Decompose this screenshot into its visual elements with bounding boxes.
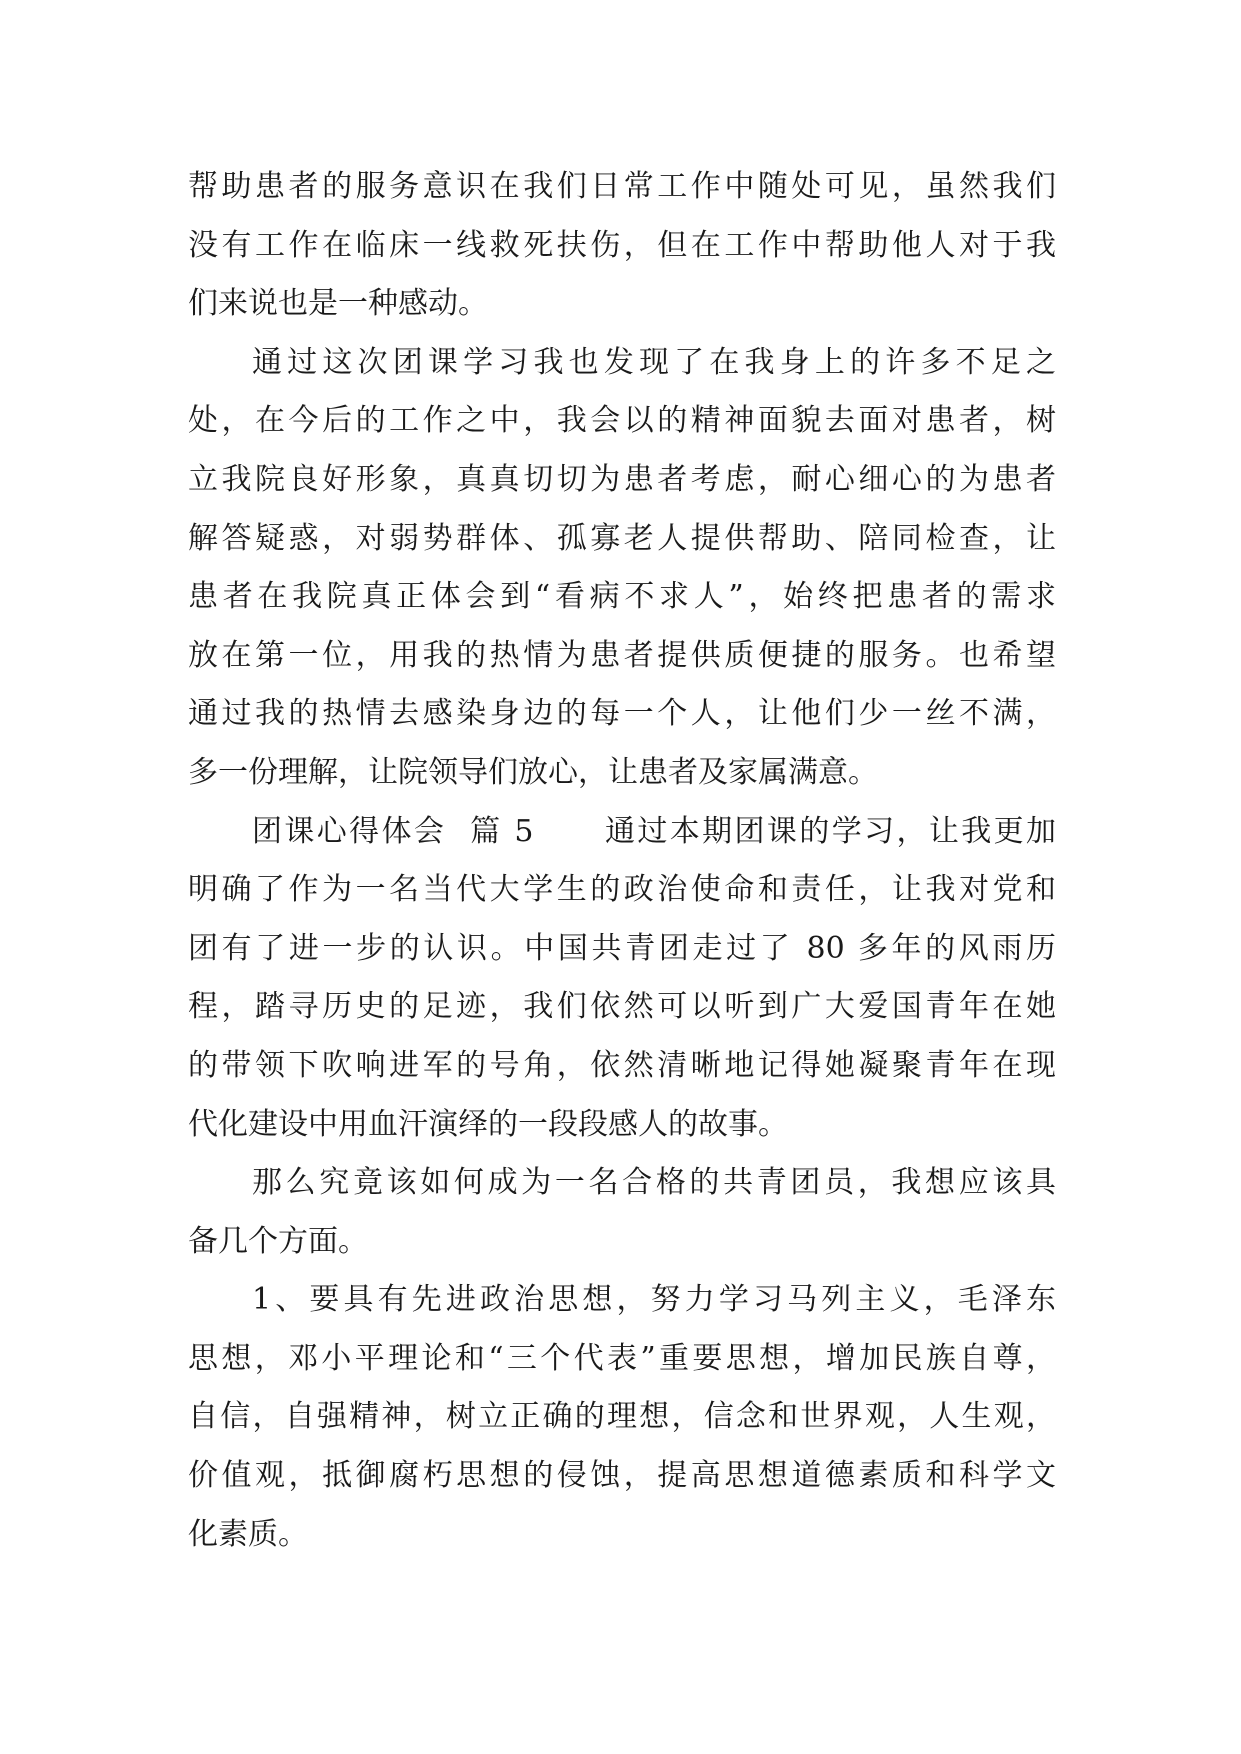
text-line: 团课心得体会 篇 5 通过本期团课的学习，让我更加 (252, 813, 1056, 849)
text-line: 团有了进一步的认识。中国共青团走过了 80 多年的风雨历 (188, 930, 1056, 966)
paragraph-3 (188, 803, 1056, 1155)
text-line: 思想，邓小平理论和“三个代表”重要思想，增加民族自尊， (188, 1340, 1056, 1376)
paragraph-5 (188, 1271, 1056, 1564)
text-line: 没有工作在临床一线救死扶伤，但在工作中帮助他人对于我 (188, 227, 1056, 263)
text-line: 通过这次团课学习我也发现了在我身上的许多不足之 (252, 344, 1056, 380)
text-line: 们来说也是一种感动。 (188, 286, 488, 322)
text-line: 放在第一位，用我的热情为患者提供质便捷的服务。也希望 (188, 637, 1056, 673)
text-line: 化素质。 (188, 1516, 308, 1552)
text-line: 的带领下吹响进军的号角，依然清晰地记得她凝聚青年在现 (188, 1047, 1056, 1083)
text-line: 程，踏寻历史的足迹，我们依然可以听到广大爱国青年在她 (188, 989, 1056, 1025)
text-line: 患者在我院真正体会到“看病不求人”，始终把患者的需求 (188, 579, 1056, 615)
text-line: 代化建设中用血汗演绎的一段段感人的故事。 (188, 1106, 788, 1142)
text-line: 那么究竟该如何成为一名合格的共青团员，我想应该具 (252, 1165, 1056, 1201)
paragraph-1 (188, 158, 1056, 334)
text-line: 明确了作为一名当代大学生的政治使命和责任，让我对党和 (188, 872, 1056, 908)
paragraph-4 (188, 1154, 1056, 1271)
text-line: 解答疑惑，对弱势群体、孤寡老人提供帮助、陪同检查，让 (188, 520, 1056, 556)
document-body (188, 158, 1056, 1564)
text-line: 1、要具有先进政治思想，努力学习马列主义，毛泽东 (252, 1282, 1056, 1318)
text-line: 自信，自强精神，树立正确的理想，信念和世界观，人生观， (188, 1399, 1056, 1435)
text-line: 备几个方面。 (188, 1223, 368, 1259)
text-line: 多一份理解，让院领导们放心，让患者及家属满意。 (188, 754, 878, 790)
text-line: 帮助患者的服务意识在我们日常工作中随处可见，虽然我们 (188, 169, 1056, 204)
paragraph-2 (188, 334, 1056, 803)
text-line: 立我院良好形象，真真切切为患者考虑，耐心细心的为患者 (188, 461, 1056, 497)
text-line: 处，在今后的工作之中，我会以的精神面貌去面对患者，树 (188, 403, 1056, 439)
text-line: 通过我的热情去感染身边的每一个人，让他们少一丝不满， (188, 696, 1056, 732)
text-line: 价值观，抵御腐朽思想的侵蚀，提高思想道德素质和科学文 (188, 1458, 1056, 1494)
